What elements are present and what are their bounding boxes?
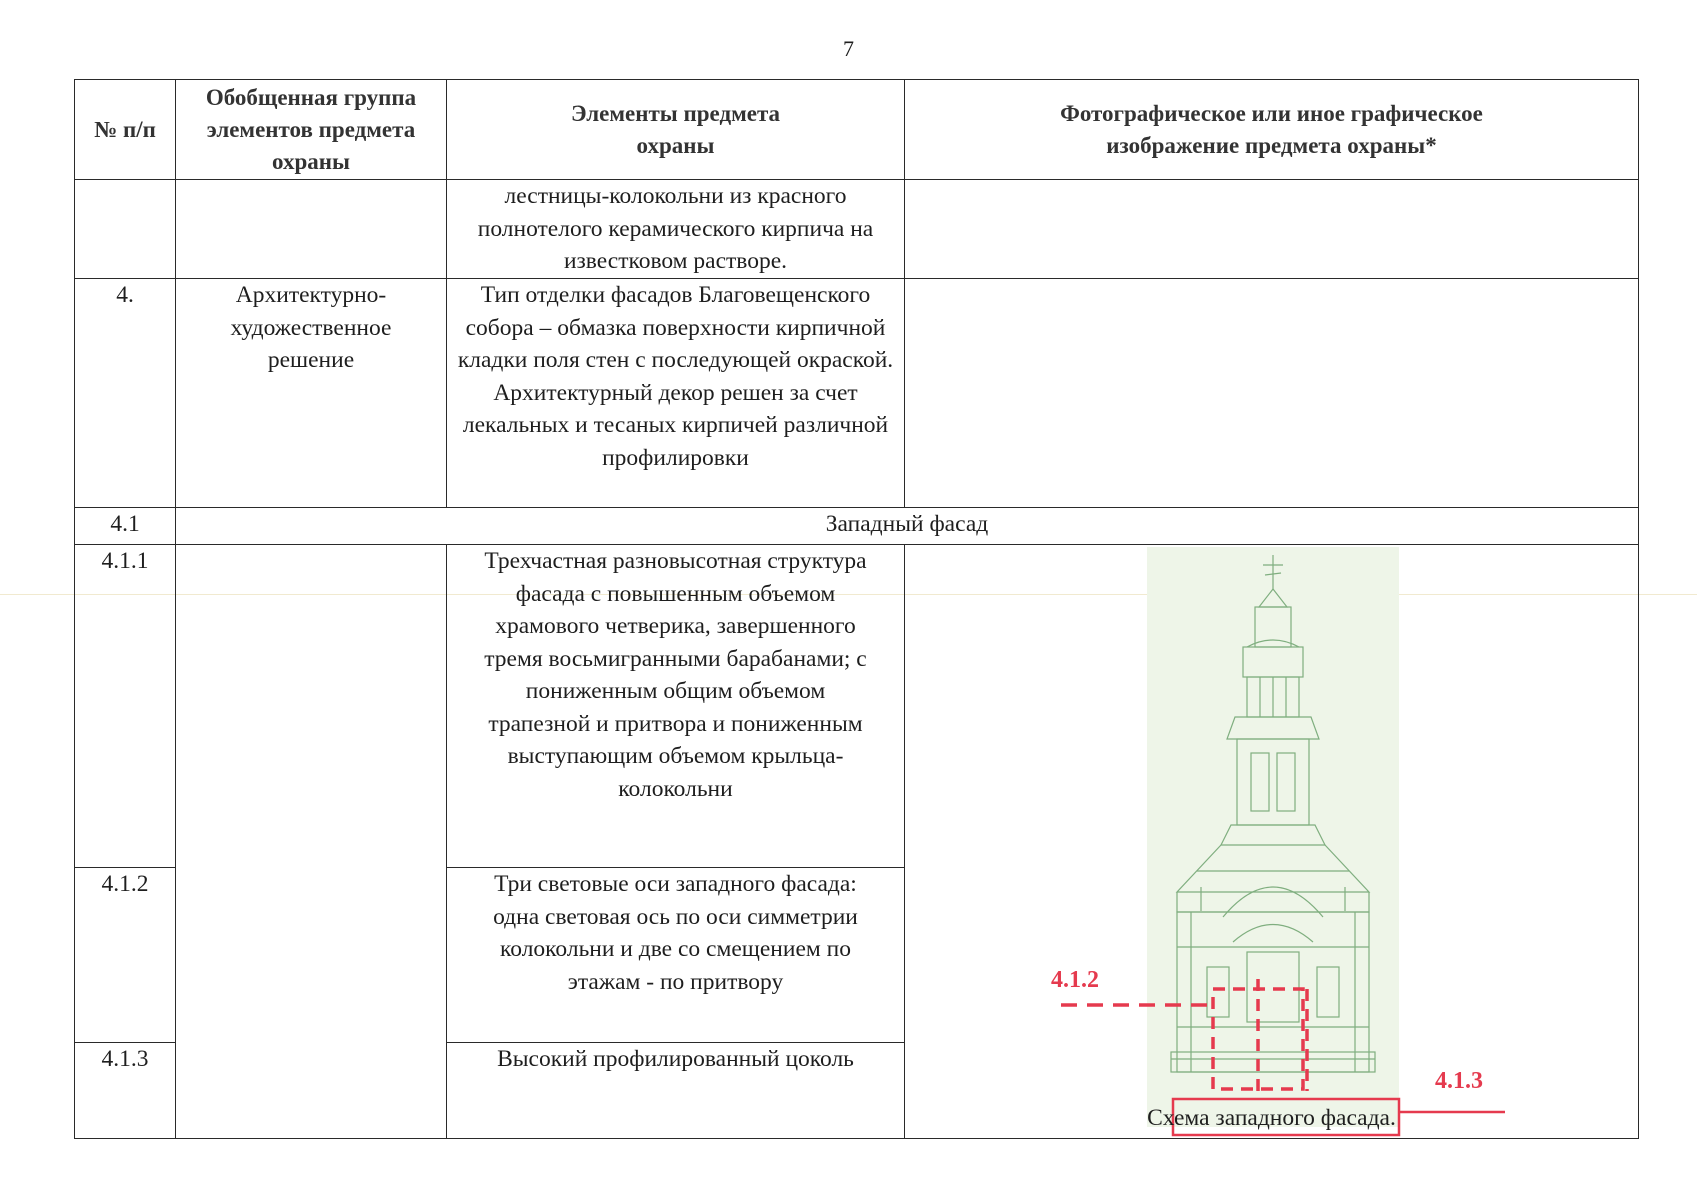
table-row-section xyxy=(75,508,1639,545)
cell-elements: Высокий профилированный цоколь xyxy=(447,1043,905,1139)
callout-413-label: 4.1.3 xyxy=(1435,1068,1483,1094)
cell-elements: Тип отделки фасадов Благовещенского собора – обмазка поверхности кирпичной кладки поля стен с последующей окраской. Архитектурный декор решен за счет лекальных и тесаных кирпичей различной профилировки xyxy=(447,279,905,508)
cell-elements: лестницы-колокольни из красного полнотелого керамического кирпича на известковом растворе. xyxy=(447,180,905,279)
section-title: Западный фасад xyxy=(176,508,1639,545)
cell-group-merged xyxy=(176,545,447,1139)
page-number: 7 xyxy=(843,36,854,61)
section-num: 4.1 xyxy=(75,508,176,545)
figure-cell xyxy=(905,545,1639,1139)
cell-group xyxy=(176,180,447,279)
callout-412-label: 4.1.2 xyxy=(1051,967,1099,993)
table-header-row xyxy=(75,80,1639,180)
table-row-continuation xyxy=(75,180,1639,279)
table-row-4 xyxy=(75,279,1639,508)
header-elements: Элементы предмета охраны xyxy=(447,80,905,180)
callout-overlay xyxy=(905,545,1639,1145)
cell-elements: Трехчастная разновысотная структура фасада с повышенным объемом храмового четверика, завершенного тремя восьмигранными барабанами; с пониженным общим объемом трапезной и притвора и пониженным выступающим объемом крыльца-колокольни xyxy=(447,545,905,868)
cell-image xyxy=(905,180,1639,279)
cell-group: Архитектурно-художественное решение xyxy=(176,279,447,508)
figure-caption: Схема западного фасада. xyxy=(1147,1104,1396,1131)
cell-num: 4.1.1 xyxy=(75,545,176,868)
table-row-411 xyxy=(75,545,1639,868)
cell-num: 4.1.3 xyxy=(75,1043,176,1139)
header-group: Обобщенная группа элементов предмета охраны xyxy=(176,80,447,180)
cell-num: 4.1.2 xyxy=(75,868,176,1043)
header-image: Фотографическое или иное графическое изображение предмета охраны* xyxy=(905,80,1639,180)
cell-num: 4. xyxy=(75,279,176,508)
cell-num xyxy=(75,180,176,279)
cell-elements: Три световые оси западного фасада: одна световая ось по оси симметрии колокольни и две со смещением по этажам - по притвору xyxy=(447,868,905,1043)
cell-image xyxy=(905,279,1639,508)
protection-table xyxy=(74,79,1639,1139)
header-num: № п/п xyxy=(75,80,176,180)
